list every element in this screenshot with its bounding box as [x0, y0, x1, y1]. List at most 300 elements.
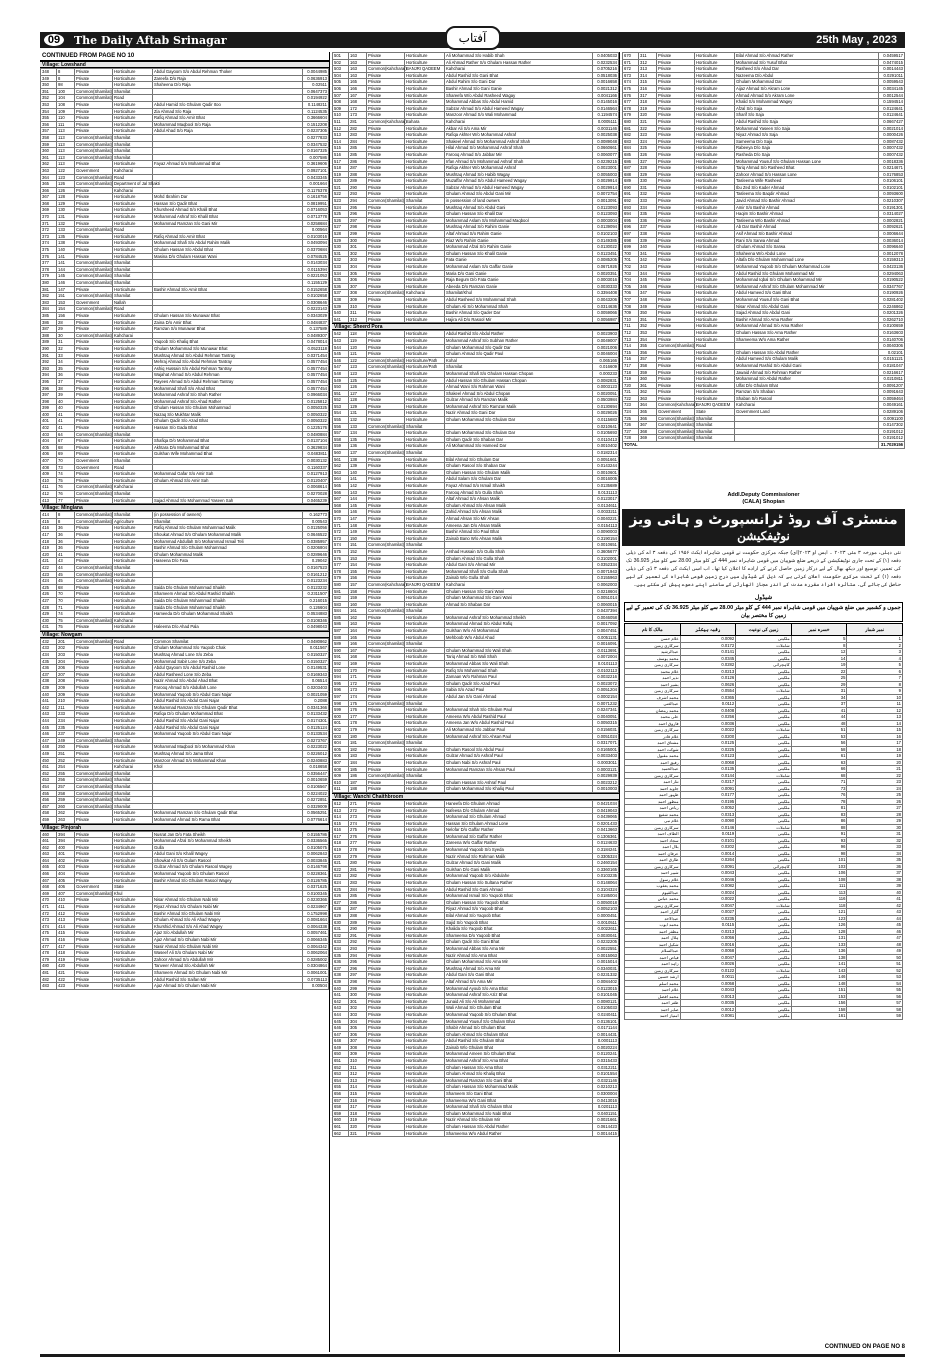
table-cell: 326 — [639, 151, 657, 158]
table-cell: 0.0015014 — [593, 959, 619, 966]
table-cell: Private — [657, 336, 695, 343]
table-row — [623, 303, 905, 310]
table-cell: BANJRI QADEEM — [405, 66, 445, 73]
table-cell: Abdul Gani S/o Ahmad Mir — [445, 562, 593, 569]
table-cell: 0.0010003 — [593, 786, 619, 793]
table-cell: 0.007586 — [303, 154, 329, 161]
table-row — [41, 578, 329, 585]
table-cell: 513 — [333, 132, 349, 139]
table-cell: 0.0419043 — [593, 807, 619, 814]
table-cell: 373 — [41, 233, 57, 240]
table-row — [41, 207, 329, 214]
table-cell: Private — [367, 53, 405, 60]
table-row — [623, 376, 905, 383]
schedule-header-cell: رقبہ ہیکٹر — [680, 624, 736, 636]
table-cell: 169 — [349, 661, 367, 668]
table-cell: 183 — [349, 753, 367, 760]
table-row — [333, 443, 619, 450]
table-cell: Hajira Ali D/o Rasool Mir — [445, 316, 593, 323]
schedule-cell: 23 — [847, 779, 903, 786]
land-table — [622, 52, 905, 449]
table-cell: 387 — [41, 326, 57, 333]
table-cell: Horticulture — [405, 1038, 445, 1045]
table-cell: 0.0125812 — [303, 398, 329, 405]
table-cell: 111 — [57, 121, 75, 128]
table-cell: 0.0356447 — [303, 770, 329, 777]
table-cell: Ghulam Nabi S/o Ashraf Paul — [445, 759, 593, 766]
table-row — [623, 145, 905, 152]
table-cell: 0.0146564 — [593, 105, 619, 112]
table-cell: 31 — [57, 339, 75, 346]
table-cell: Horticulture — [405, 257, 445, 264]
table-cell: 307 — [349, 1038, 367, 1045]
table-row — [623, 296, 905, 303]
table-cell: Private — [367, 833, 405, 840]
table-cell: 174 — [349, 694, 367, 701]
table-cell: 290 — [349, 926, 367, 933]
schedule-cell: 17 — [847, 740, 903, 747]
table-cell: 129 — [349, 403, 367, 410]
schedule-cell: 141 — [791, 961, 847, 968]
table-cell: 312 — [349, 316, 367, 323]
table-cell: Horticulture — [113, 115, 153, 122]
table-row — [41, 551, 329, 558]
table-cell: 0.0030132 — [303, 458, 329, 465]
table-cell: 0.0021312 — [593, 85, 619, 92]
schedule-cell: 0.0282 — [680, 662, 736, 669]
table-cell: 413 — [41, 497, 57, 504]
table-cell: 327 — [639, 158, 657, 165]
table-cell: 569 — [333, 509, 349, 516]
table-cell: Horticulture — [405, 105, 445, 112]
table-row — [333, 726, 619, 733]
table-row — [41, 645, 329, 652]
table-cell: 134 — [349, 430, 367, 437]
table-cell: Horticulture — [405, 588, 445, 595]
table-cell: 74 — [57, 471, 75, 478]
table-cell: 36 — [57, 538, 75, 545]
table-cell: 713 — [623, 336, 639, 343]
table-cell: 476 — [41, 937, 57, 944]
table-cell: 449 — [41, 750, 57, 757]
table-cell: 582 — [333, 595, 349, 602]
table-row — [333, 1071, 619, 1078]
table-cell: 352 — [41, 95, 57, 102]
table-cell: 0.0056987 — [593, 316, 619, 323]
table-cell: Shareefa W/o Abdul Rasheed Wagay — [445, 92, 593, 99]
table-cell: 8 — [57, 518, 75, 525]
column-3-body — [622, 52, 905, 449]
table-cell: 301 — [349, 244, 367, 251]
schedule-cell: 0.0123 — [680, 753, 736, 760]
table-cell: Abdul Jan S/o Gani Ahmad — [445, 694, 593, 701]
schedule-cell: 50 — [847, 954, 903, 961]
table-row — [41, 75, 329, 82]
table-cell: Ameena Jan W/o Abdul Rashid Paul — [445, 720, 593, 727]
table-cell: Horticulture — [113, 372, 153, 379]
table-cell: Private — [75, 731, 113, 738]
table-cell: Nazeema D/o Abdul — [735, 72, 879, 79]
table-cell: 571 — [333, 522, 349, 529]
schedule-cell: ملکیتی — [736, 720, 792, 727]
table-cell: 70 — [57, 458, 75, 465]
table-cell: 0.0143244 — [593, 463, 619, 470]
table-cell: 32 — [57, 345, 75, 352]
urdu-notification — [622, 492, 905, 1020]
table-cell: Nisar Ahmad S/o Ghulam Nabi Mir — [153, 897, 303, 904]
table-cell: Horticulture — [113, 844, 153, 851]
table-cell: Horticulture — [405, 614, 445, 621]
table-row — [333, 786, 619, 793]
table-cell: Private — [75, 591, 113, 598]
table-cell: 0.0016658 — [593, 79, 619, 86]
table-cell: Ghulam Mohammad S/o Ghulam Dar — [445, 417, 593, 424]
table-cell: 340 — [639, 244, 657, 251]
table-cell: 153 — [349, 555, 367, 562]
table-cell: 348 — [41, 69, 57, 76]
table-row — [41, 897, 329, 904]
table-cell: 346 — [639, 283, 657, 290]
table-cell: Private — [367, 224, 405, 231]
table-cell: Mohammad Yaqoob S/o Ghulam Mohammad Lone — [735, 264, 879, 271]
table-row — [333, 125, 619, 132]
table-cell: 300 — [349, 992, 367, 999]
table-cell: 406 — [41, 451, 57, 458]
table-cell: 612 — [333, 800, 349, 807]
table-cell: 465 — [41, 864, 57, 871]
table-cell: 460 — [41, 831, 57, 838]
schedule-cell: 83 — [791, 811, 847, 818]
table-cell: Private — [367, 766, 405, 773]
table-cell: Horticulture — [405, 535, 445, 542]
table-cell: Ahmad S/o Shaban Dar — [445, 601, 593, 608]
table-cell: 141 — [57, 260, 75, 267]
table-cell: 0.0087432 — [879, 138, 905, 145]
table-cell: 0.0023072 — [593, 680, 619, 687]
schedule-cell: 0.0011 — [680, 974, 736, 981]
table-cell: Horticulture — [113, 525, 153, 532]
schedule-cell: گلزار احمد — [625, 909, 681, 916]
table-cell: 281 — [349, 118, 367, 125]
table-cell: 504 — [333, 72, 349, 79]
schedule-cell: عبدالقیوم — [625, 889, 681, 896]
table-cell: 110 — [57, 115, 75, 122]
table-cell: 0.0270028 — [303, 491, 329, 498]
table-row — [333, 959, 619, 966]
table-cell: Javid Ahmad S/o Bashir Ahmad — [735, 198, 879, 205]
table-cell: Abdul Rashid S/o Gani Ahmad — [445, 886, 593, 893]
schedule-cell: رفیق احمد — [625, 759, 681, 766]
table-cell: 0.0614423 — [593, 1124, 619, 1131]
table-cell: Common(Shamilat) — [368, 364, 405, 370]
table-cell: 149 — [349, 529, 367, 536]
table-cell: 126 — [349, 384, 367, 391]
table-cell: 0.0085205 — [593, 257, 619, 264]
table-cell: Private — [657, 66, 695, 73]
schedule-cell: 37 — [791, 701, 847, 708]
table-cell: Kahcharai — [445, 118, 593, 125]
table-cell: 455 — [41, 790, 57, 797]
table-cell: 273 — [349, 814, 367, 821]
table-cell: Horticulture — [113, 438, 153, 445]
table-cell: 364 — [41, 174, 57, 181]
schedule-cell: غلام محمد — [625, 668, 681, 675]
table-row — [333, 694, 619, 701]
table-row — [41, 783, 329, 790]
table-cell: 718 — [623, 369, 639, 376]
table-cell: Horticulture — [405, 945, 445, 952]
table-cell: 208 — [57, 678, 75, 685]
table-cell: Mohammad Gafar S/o Amir Sah — [153, 471, 303, 478]
table-cell: 0.0437394 — [593, 608, 619, 615]
table-cell: Tariq Ahmad S/o Rasheed Bhat — [735, 165, 879, 172]
table-cell: Abdul Qayoom S/o Abdul Rashid Lone — [153, 665, 303, 672]
table-row — [41, 471, 329, 478]
table-cell: 0.0050322 — [303, 418, 329, 425]
table-cell: 0.0010601 — [593, 469, 619, 476]
table-cell: 318 — [349, 1110, 367, 1117]
table-cell: 0.0218604 — [593, 588, 619, 595]
table-cell: Horticulture — [405, 1051, 445, 1058]
table-cell: Private — [657, 244, 695, 251]
table-cell: 0.0093600 — [879, 191, 905, 198]
table-cell: Hassan S/o Ghulam Ahmad Lone — [445, 820, 593, 827]
table-cell: 0.0371625 — [303, 884, 329, 891]
schedule-cell: 0.0082 — [680, 883, 736, 890]
table-cell: 332 — [639, 191, 657, 198]
table-cell: 0.0161212 — [303, 571, 329, 578]
table-cell: 298 — [349, 978, 367, 985]
schedule-cell: 93 — [791, 837, 847, 844]
table-cell: Private — [75, 531, 113, 538]
table-row — [333, 952, 619, 959]
table-row — [623, 382, 905, 389]
table-row — [623, 402, 905, 409]
schedule-cell: محمد اسلم — [625, 980, 681, 987]
table-row — [333, 198, 619, 205]
table-cell: 0.0091100 — [879, 415, 905, 422]
table-cell: Private — [367, 694, 405, 701]
schedule-header-cell: نمبر شمار — [847, 624, 903, 636]
table-cell: Private — [367, 264, 405, 271]
table-row — [41, 624, 329, 631]
table-cell: 328 — [639, 165, 657, 172]
table-cell: Private — [75, 101, 113, 108]
table-row — [333, 1018, 619, 1025]
table-cell — [445, 450, 593, 457]
table-cell: 394 — [41, 372, 57, 379]
table-cell: Mohd Ibrahim Dar — [153, 194, 303, 201]
table-cell: 319 — [639, 105, 657, 112]
table-cell: 0.011567 — [303, 645, 329, 652]
table-cell: Private — [75, 750, 113, 757]
table-cell: 0.0123451 — [593, 250, 619, 257]
table-cell: 538 — [333, 296, 349, 303]
table-row — [333, 919, 619, 926]
schedule-cell: سرکاری زمین — [625, 662, 681, 669]
schedule-cell: عبدالسلام — [625, 948, 681, 955]
table-row — [333, 469, 619, 476]
table-cell: 254 — [57, 764, 75, 771]
table-row — [41, 976, 329, 983]
schedule-cell: 118 — [791, 902, 847, 909]
table-cell: 0.3629834 — [303, 444, 329, 451]
table-cell: 0.0145016 — [593, 99, 619, 106]
table-cell: 0.0023212 — [593, 779, 619, 786]
table-cell: Road — [113, 638, 153, 645]
table-cell — [153, 458, 303, 465]
table-cell: Private — [367, 105, 405, 112]
table-cell: 0.0064342 — [303, 943, 329, 950]
table-row — [333, 542, 619, 549]
schedule-cell: 34 — [791, 694, 847, 701]
table-cell: 8 — [57, 69, 75, 76]
table-cell: 0.29042 — [303, 558, 329, 565]
table-cell: Common(Shamilat) — [76, 617, 113, 623]
schedule-cell: سرکاری زمین — [625, 688, 681, 695]
table-cell: 0.0003004 — [593, 217, 619, 224]
table-cell: 636 — [333, 959, 349, 966]
table-cell: 541 — [333, 316, 349, 323]
table-cell: 407 — [41, 458, 57, 465]
schedule-cell: 0.0027 — [680, 909, 736, 916]
table-cell: 8 — [57, 512, 75, 519]
table-row — [623, 118, 905, 125]
schedule-cell: فاروق احمد — [625, 720, 681, 727]
table-cell: 576 — [333, 555, 349, 562]
table-cell: 0.0018336 — [879, 158, 905, 165]
table-cell: Ali Mohammad S/o Habib Shah — [445, 53, 593, 60]
schedule-cell: 0.0115 — [680, 922, 736, 929]
table-row — [41, 286, 329, 293]
table-row — [333, 72, 619, 79]
table-cell: 0.137589 — [303, 326, 329, 333]
table-cell: 721 — [623, 389, 639, 396]
table-cell: 0.0285002 — [303, 956, 329, 963]
table-cell: Masina D/o Ghulam Hassan Wani — [153, 253, 303, 260]
table-cell — [153, 227, 303, 234]
table-cell: 0.0150327 — [303, 658, 329, 665]
table-row — [41, 910, 329, 917]
table-cell: Horticulture — [695, 303, 735, 310]
table-row — [333, 390, 619, 397]
table-cell: 163 — [349, 621, 367, 628]
table-cell: 335 — [639, 211, 657, 218]
table-row — [333, 145, 619, 152]
table-cell: 583 — [333, 601, 349, 608]
table-cell: 154 — [57, 306, 75, 313]
table-row — [41, 731, 329, 738]
table-cell: 0.0016005 — [593, 476, 619, 483]
table-cell: 297 — [349, 972, 367, 979]
table-cell: 0.0159313 — [879, 257, 905, 264]
schedule-cell: ملکیتی — [736, 857, 792, 864]
table-cell: Ajaz S/o Abdullah Mir — [153, 930, 303, 937]
table-cell: Common(Shamilat) — [76, 571, 113, 577]
table-cell: 410 — [41, 477, 57, 484]
schedule-cell: سرکاری زمین — [625, 642, 681, 649]
table-cell: 113 — [57, 134, 75, 141]
table-row — [333, 932, 619, 939]
table-cell: 0.1618756 — [303, 194, 329, 201]
table-cell: Horticulture/Path — [405, 364, 445, 371]
table-cell: Private — [657, 250, 695, 257]
table-cell: 0.0029914 — [593, 184, 619, 191]
table-cell: 544 — [333, 344, 349, 351]
table-cell: Horticulture — [113, 551, 153, 558]
page-number: 09 — [42, 32, 66, 48]
table-cell: 557 — [333, 430, 349, 437]
table-cell: 0.0224022 — [303, 790, 329, 797]
table-cell: Horticulture — [405, 555, 445, 562]
table-row — [623, 112, 905, 119]
table-cell: 627 — [333, 899, 349, 906]
schedule-cell: ریاض احمد — [625, 805, 681, 812]
table-row — [333, 211, 619, 218]
table-cell: Private — [367, 178, 405, 185]
table-cell: Ghulam Hassan S/o Abdul Rather — [735, 349, 879, 356]
table-cell: Private — [75, 704, 113, 711]
table-row — [41, 538, 329, 545]
table-cell: Horticulture — [113, 286, 153, 293]
table-cell: 442 — [41, 704, 57, 711]
schedule-cell: 56 — [791, 740, 847, 747]
table-cell: Common(Shamilat) — [76, 431, 113, 437]
table-cell: 287 — [349, 165, 367, 172]
table-cell: 0.0140706 — [879, 336, 905, 343]
table-cell: Horticulture — [695, 323, 735, 330]
table-cell: 348 — [639, 296, 657, 303]
table-cell: 0.0155963 — [593, 575, 619, 582]
table-row — [333, 1064, 619, 1071]
table-row — [623, 231, 905, 238]
table-cell: Horticulture — [113, 411, 153, 418]
table-cell: 461 — [41, 838, 57, 845]
table-cell: Ghulam Mohammad S/o Yaqoob Chak — [153, 645, 303, 652]
table-cell: 0.1594514 — [879, 99, 905, 106]
table-cell: 446 — [41, 731, 57, 738]
table-cell: Horticulture — [405, 634, 445, 641]
table-cell: 311 — [349, 310, 367, 317]
table-cell: 630 — [333, 919, 349, 926]
table-cell: 0.0059464 — [879, 395, 905, 402]
table-cell: Mohammad Sabir Lone S/o Zeba — [153, 658, 303, 665]
village-heading: Village: Pinjorah — [40, 824, 329, 831]
table-cell: Mohammad Ashraf S/o Aziz Bhat — [445, 992, 593, 999]
table-cell: Horticulture — [113, 418, 153, 425]
table-cell: 0.0534883 — [303, 611, 329, 618]
table-row — [333, 866, 619, 873]
table-cell: Abdul Gani S/o Khalil Wagey — [153, 851, 303, 858]
table-cell: Bashir Ahmad S/o Ama Rather — [735, 316, 879, 323]
schedule-cell: ملکیتی — [736, 792, 792, 799]
table-cell: 542 — [333, 331, 349, 338]
table-cell: 0.0106567 — [303, 783, 329, 790]
table-cell: 132 — [349, 417, 367, 424]
table-cell — [153, 797, 303, 804]
schedule-cell: 0.0626 — [680, 681, 736, 688]
table-cell: Private — [367, 403, 405, 410]
table-cell: 0.0667427 — [879, 118, 905, 125]
table-cell: Private — [75, 108, 113, 115]
table-cell: Common(Shamilat) — [76, 332, 113, 338]
schedule-cell: نثار احمد — [625, 779, 681, 786]
table-cell: Horticulture — [695, 198, 735, 205]
schedule-cell: 0.0013 — [680, 993, 736, 1000]
table-cell: Private — [657, 118, 695, 125]
table-cell: 533 — [333, 264, 349, 271]
schedule-cell: ملکیتی — [736, 915, 792, 922]
